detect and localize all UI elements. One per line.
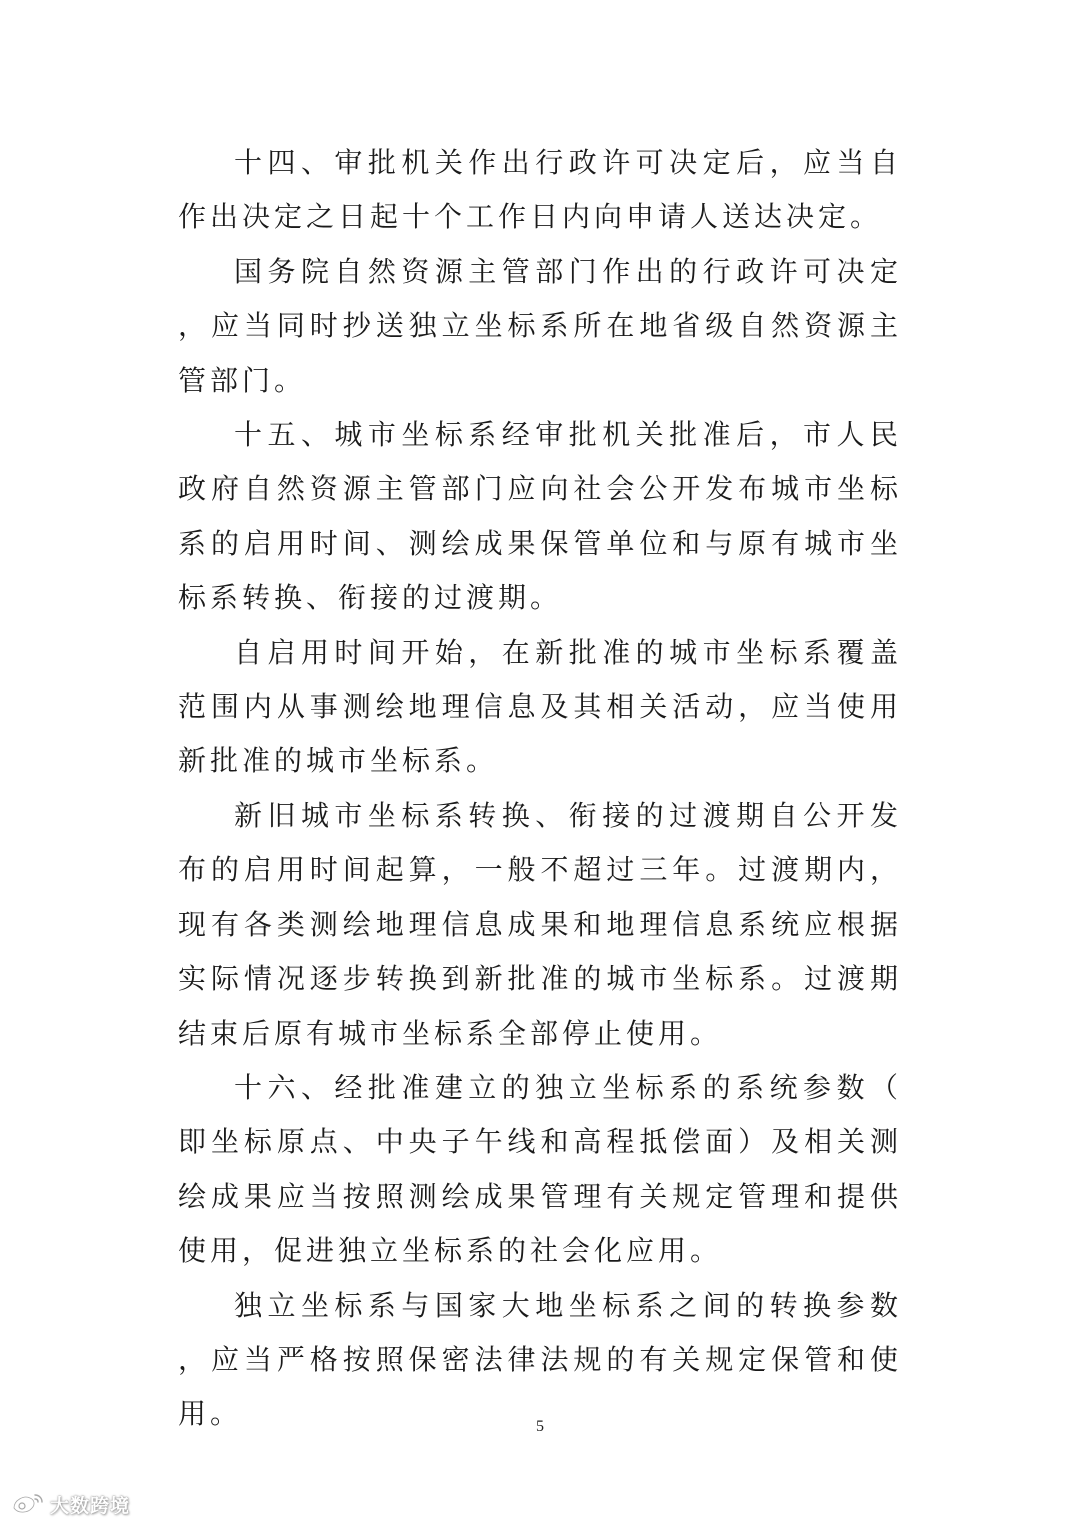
watermark	[8, 1488, 130, 1520]
paragraph-article-16: 十六、经批准建立的独立坐标系的系统参数（即坐标原点、中央子午线和高程抵偿面）及相关测绘成果应当按照测绘成果管理有关规定管理和提供使用，促进独立坐标系的社会化应用。	[178, 1070, 902, 1268]
weibo-style-logo-icon	[8, 1490, 46, 1518]
paragraph-article-15-activation: 自启用时间开始，在新批准的城市坐标系覆盖范围内从事测绘地理信息及其相关活动，应当使用新批准的城市坐标系。	[178, 635, 902, 778]
paragraph-article-15: 十五、城市坐标系经审批机关批准后，市人民政府自然资源主管部门应向社会公开发布城市坐标系的启用时间、测绘成果保管单位和与原有城市坐标系转换、衔接的过渡期。	[178, 418, 902, 615]
document-body	[178, 136, 902, 1442]
paragraph-article-15-transition: 新旧城市坐标系转换、衔接的过渡期自公开发布的启用时间起算，一般不超过三年。过渡期内，现有各类测绘地理信息成果和地理信息系统应根据实际情况逐步转换到新批准的城市坐标系。过渡期结束后原有城市坐标系全部停止使用。	[178, 798, 902, 1050]
paragraph-article-14: 十四、审批机关作出行政许可决定后，应当自作出决定之日起十个工作日内向申请人送达决定。	[178, 146, 902, 234]
paragraph-article-16-confidentiality: 独立坐标系与国家大地坐标系之间的转换参数，应当严格按照保密法律法规的有关规定保管和使用。	[178, 1288, 902, 1431]
watermark-text: 大数跨境	[50, 1494, 131, 1517]
paragraph-article-14-cc: 国务院自然资源主管部门作出的行政许可决定，应当同时抄送独立坐标系所在地省级自然资源主管部门。	[178, 254, 902, 397]
page-number: 5	[536, 1418, 544, 1435]
